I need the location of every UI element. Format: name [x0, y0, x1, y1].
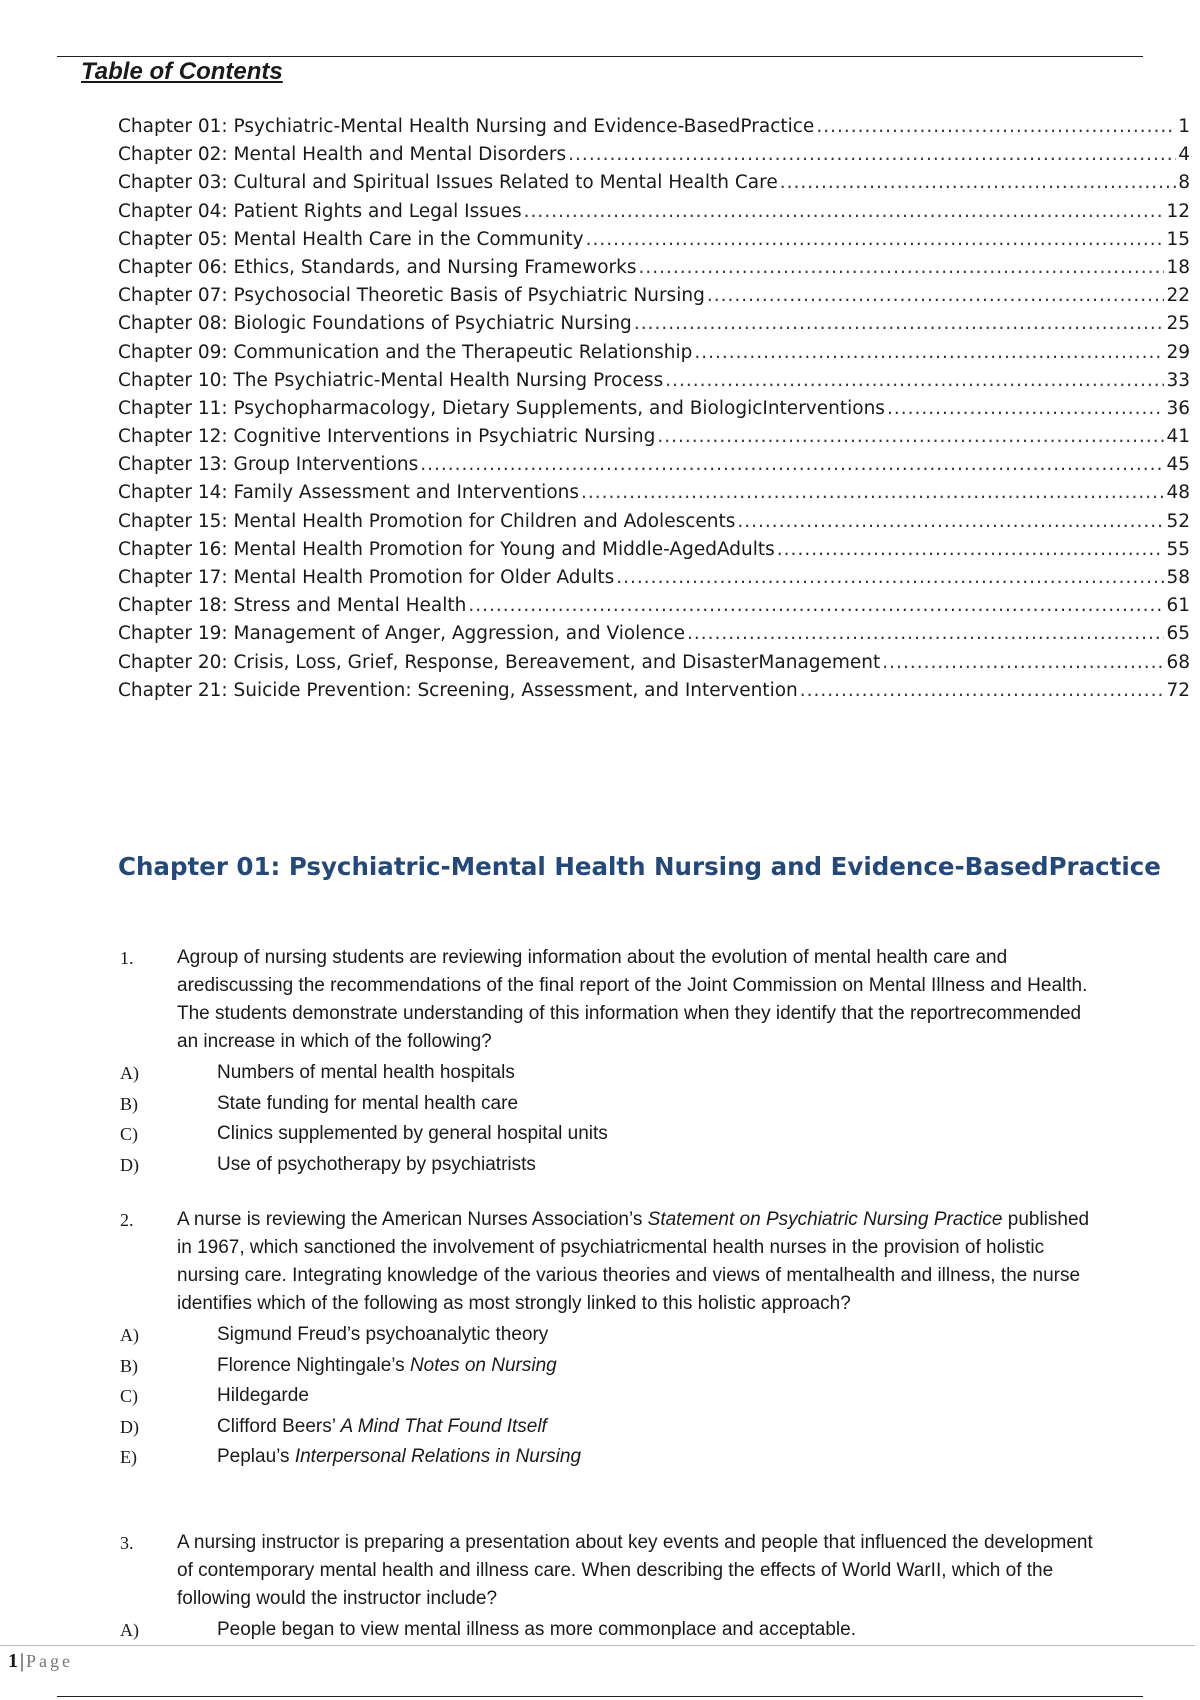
option-text: Clinics supplemented by general hospital units [217, 1123, 608, 1144]
toc-entry-label: Chapter 16: Mental Health Promotion for Young and Middle-AgedAdults [118, 538, 775, 560]
bottom-rule [57, 1696, 1143, 1697]
toc-entry-page: 22 [1166, 285, 1190, 307]
toc-entry[interactable] [118, 511, 1190, 539]
toc-entry-page: 33 [1166, 369, 1190, 391]
option-letter: C) [120, 1124, 138, 1144]
toc-leader-dots [687, 623, 1164, 644]
toc-entry-label: Chapter 19: Management of Anger, Aggression, and Violence [118, 623, 685, 645]
toc-leader-dots [665, 370, 1164, 391]
option-italic-title: Notes on Nursing [409, 1354, 557, 1376]
toc-entry[interactable] [118, 680, 1190, 708]
toc-entry[interactable] [118, 257, 1190, 285]
footer-divider [0, 1645, 1195, 1646]
option-letter: B) [120, 1355, 138, 1376]
answer-option[interactable] [118, 1442, 1118, 1473]
toc-entry-label: Chapter 06: Ethics, Standards, and Nursing Frameworks [118, 256, 637, 278]
toc-entry[interactable] [118, 285, 1190, 313]
toc-entry[interactable] [118, 116, 1190, 144]
toc-entry-label: Chapter 02: Mental Health and Mental Disorders [118, 144, 567, 166]
answer-option[interactable] [118, 1089, 1118, 1120]
toc-entry-page: 4 [1178, 144, 1190, 166]
toc-leader-dots [581, 482, 1164, 503]
answer-option[interactable] [118, 1615, 1118, 1646]
toc-entry-page: 48 [1166, 482, 1190, 504]
toc-leader-dots [524, 201, 1165, 222]
toc-leader-dots [634, 313, 1165, 334]
toc-entry-page: 52 [1166, 510, 1190, 532]
footer-page-word: Page [26, 1651, 74, 1671]
answer-option[interactable] [118, 1119, 1118, 1150]
toc-entry[interactable] [118, 370, 1190, 398]
toc-entry-page: 55 [1166, 538, 1190, 560]
toc-entry-label: Chapter 04: Patient Rights and Legal Issues [118, 200, 522, 222]
toc-entry-page: 72 [1166, 679, 1190, 701]
toc-entry-page: 18 [1166, 256, 1190, 278]
option-text: Use of psychotherapy by psychiatrists [217, 1153, 536, 1175]
toc-leader-dots [616, 567, 1164, 588]
toc-title: Table of Contents [81, 58, 283, 85]
option-letter: A) [120, 1325, 139, 1345]
toc-entry-page: 68 [1166, 651, 1190, 673]
toc-entry-page: 36 [1166, 397, 1190, 419]
toc-leader-dots [707, 285, 1165, 306]
toc-entry-label: Chapter 12: Cognitive Interventions in Psychiatric Nursing [118, 426, 656, 448]
stem-text: A nurse is reviewing the American Nurses Association’s [177, 1209, 648, 1230]
answer-option[interactable] [118, 1058, 1118, 1089]
question-number: 1. [120, 948, 134, 968]
option-text: Hildegarde [217, 1385, 309, 1406]
page-footer [8, 1650, 73, 1673]
toc-entry-page: 61 [1166, 595, 1190, 617]
toc-entry[interactable] [118, 652, 1190, 680]
toc-entry-label: Chapter 13: Group Interventions [118, 454, 419, 476]
toc-entry[interactable] [118, 539, 1190, 567]
toc-entry-label: Chapter 09: Communication and the Therapeutic Relationship [118, 341, 693, 363]
toc-entry[interactable] [118, 482, 1190, 510]
option-letter: A) [120, 1620, 139, 1640]
toc-leader-dots [737, 511, 1164, 532]
top-rule [57, 56, 1143, 57]
stem-title-italic: Statement on Psychiatric Nursing Practice [647, 1209, 1003, 1230]
answer-option[interactable] [118, 1381, 1118, 1412]
question-2 [118, 1206, 1118, 1473]
toc-entry[interactable] [118, 313, 1190, 341]
toc-entry[interactable] [118, 229, 1190, 257]
toc-leader-dots [468, 595, 1164, 616]
option-italic-title: Interpersonal Relations in Nursing [294, 1446, 582, 1467]
toc-entry-page: 1 [1178, 116, 1190, 137]
toc-entry[interactable] [118, 426, 1190, 454]
toc-entry-label: Chapter 08: Biologic Foundations of Psychiatric Nursing [118, 313, 632, 335]
option-letter: C) [120, 1386, 138, 1406]
toc-leader-dots [694, 342, 1164, 363]
toc-entry-page: 45 [1166, 454, 1190, 476]
toc-entry-label: Chapter 10: The Psychiatric-Mental Health Nursing Process [118, 369, 664, 391]
table-of-contents [118, 116, 1190, 708]
toc-entry[interactable] [118, 144, 1190, 172]
toc-leader-dots [780, 172, 1177, 193]
option-letter: B) [120, 1093, 138, 1114]
answer-option[interactable] [118, 1351, 1118, 1382]
toc-entry[interactable] [118, 595, 1190, 623]
toc-entry-page: 25 [1166, 313, 1190, 335]
footer-page-number: 1 [8, 1650, 18, 1672]
toc-leader-dots [638, 257, 1164, 278]
toc-entry-page: 8 [1178, 172, 1190, 194]
toc-entry-page: 15 [1166, 228, 1190, 250]
answer-option[interactable] [118, 1320, 1118, 1351]
toc-entry[interactable] [118, 342, 1190, 370]
option-italic-title: A Mind That Found Itself [340, 1415, 547, 1437]
option-letter: D) [120, 1416, 139, 1437]
option-text: State funding for mental health care [217, 1092, 519, 1114]
toc-entry-page: 41 [1166, 426, 1190, 448]
toc-entry-page: 65 [1166, 623, 1190, 645]
option-text: Sigmund Freud’s psychoanalytic theory [217, 1324, 549, 1345]
question-stem: A nursing instructor is preparing a presentation about key events and people that influenced the development of contemporary mental health and illness care. When describing the effects of World WarII, which of the following would the instructor include? [177, 1532, 1093, 1609]
option-letter: E) [120, 1447, 137, 1467]
toc-leader-dots [777, 539, 1165, 560]
stem-text: published in 1967, which sanctioned the involvement of psychiatricmental health nurses in the provision of holistic nursing care. Integrating knowledge of the various theories and views of mentalhealth and illness, the nurse identifies which of the following as most strongly linked to this holistic approach? [177, 1209, 1090, 1314]
toc-entry[interactable] [118, 398, 1190, 426]
toc-leader-dots [586, 229, 1165, 250]
footer-separator: | [20, 1650, 25, 1672]
toc-entry[interactable] [118, 567, 1190, 595]
toc-entry[interactable] [118, 454, 1190, 482]
toc-leader-dots [882, 652, 1164, 673]
toc-leader-dots [887, 398, 1165, 419]
question-3 [118, 1529, 1118, 1646]
toc-entry-label: Chapter 05: Mental Health Care in the Community [118, 228, 584, 250]
question-number: 3. [120, 1533, 134, 1553]
option-text: Numbers of mental health hospitals [217, 1062, 515, 1083]
toc-leader-dots [657, 426, 1164, 447]
toc-entry[interactable] [118, 201, 1190, 229]
question-stem: Agroup of nursing students are reviewing information about the evolution of mental health care and arediscussing the recommendations of the final report of the Joint Commission on Mental Illness and Health. The students demonstrate understanding of this information when they identify that the reportrecommended an increase in which of the following? [177, 947, 1088, 1052]
toc-entry-label: Chapter 03: Cultural and Spiritual Issues Related to Mental Health Care [118, 172, 778, 194]
toc-leader-dots [568, 144, 1176, 165]
toc-entry-label: Chapter 21: Suicide Prevention: Screening, Assessment, and Intervention [118, 679, 798, 701]
toc-entry-label: Chapter 14: Family Assessment and Interventions [118, 482, 580, 504]
toc-entry-label: Chapter 18: Stress and Mental Health [118, 595, 467, 617]
toc-entry-page: 58 [1166, 567, 1190, 588]
option-letter: D) [120, 1154, 139, 1175]
question-number: 2. [120, 1210, 134, 1230]
question-1 [118, 944, 1118, 1180]
toc-entry-page: 29 [1166, 341, 1190, 363]
toc-leader-dots [800, 680, 1165, 701]
toc-leader-dots [420, 454, 1164, 475]
answer-option[interactable] [118, 1150, 1118, 1181]
option-text: People began to view mental illness as more commonplace and acceptable. [217, 1619, 856, 1640]
toc-entry-label: Chapter 01: Psychiatric-Mental Health Nursing and Evidence-BasedPractice [118, 116, 815, 137]
chapter-heading: Chapter 01: Psychiatric-Mental Health Nursing and Evidence-BasedPractice [118, 852, 1161, 881]
option-text: Florence Nightingale’s [217, 1354, 410, 1376]
toc-entry-label: Chapter 07: Psychosocial Theoretic Basis of Psychiatric Nursing [118, 285, 705, 307]
toc-leader-dots [816, 116, 1176, 137]
toc-entry-label: Chapter 11: Psychopharmacology, Dietary Supplements, and BiologicInterventions [118, 397, 885, 419]
question-stem [177, 1206, 1107, 1318]
option-text: Clifford Beers’ [217, 1415, 341, 1437]
toc-entry-label: Chapter 17: Mental Health Promotion for Older Adults [118, 567, 615, 588]
toc-entry-label: Chapter 20: Crisis, Loss, Grief, Response, Bereavement, and DisasterManagement [118, 651, 881, 673]
answer-option[interactable] [118, 1412, 1118, 1443]
option-letter: A) [120, 1063, 139, 1083]
toc-entry[interactable] [118, 623, 1190, 651]
toc-entry-page: 12 [1166, 200, 1190, 222]
toc-entry[interactable] [118, 172, 1190, 200]
option-text: Peplau’s [217, 1446, 295, 1467]
toc-entry-label: Chapter 15: Mental Health Promotion for Children and Adolescents [118, 510, 736, 532]
